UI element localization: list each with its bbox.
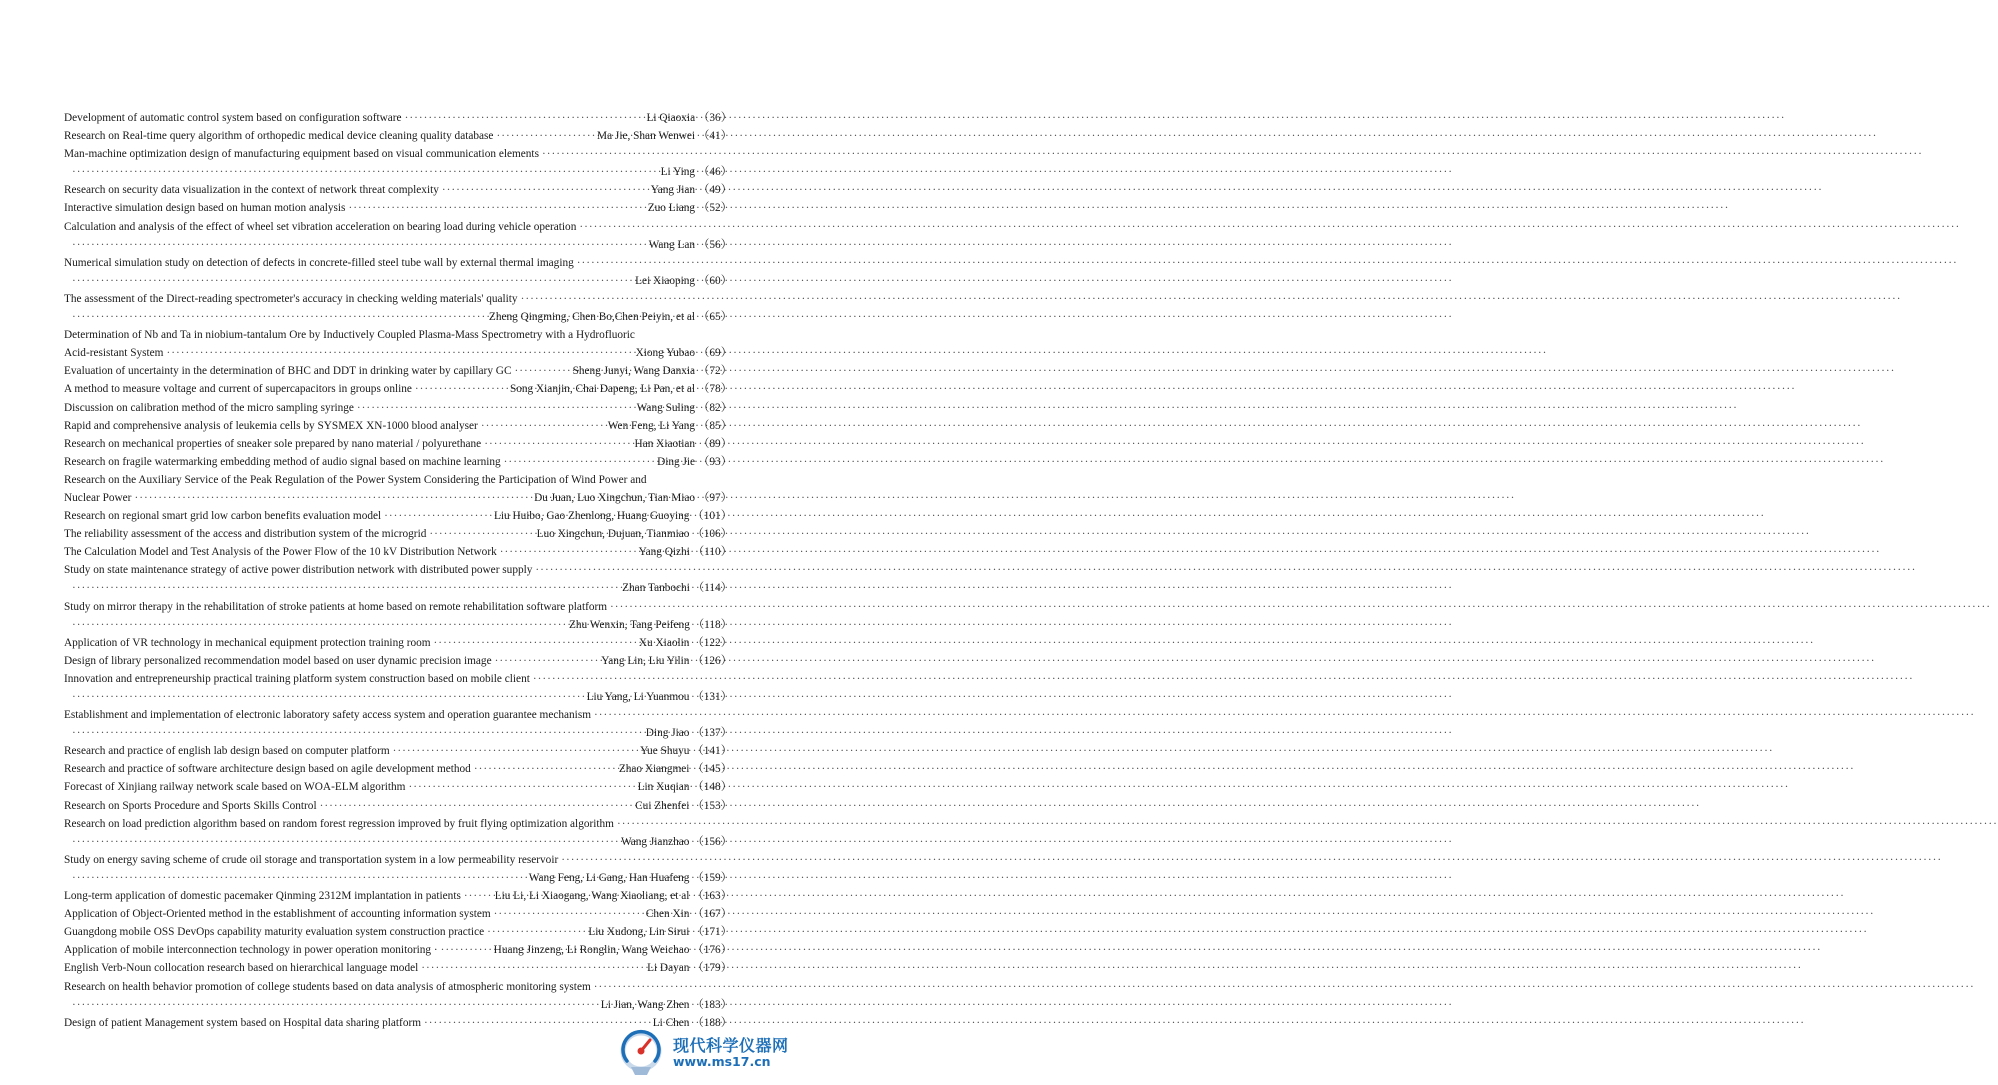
toc-entry-line: [64, 109, 732, 127]
toc-entry-line: [64, 236, 732, 254]
toc-entry-line: [64, 616, 732, 634]
leader-dots: [320, 797, 633, 815]
toc-entry[interactable]: [64, 362, 732, 380]
entry-title: Research on Real-time query algorithm of orthopedic medical device cleaning quality database: [64, 130, 494, 143]
toc-entry-line: [64, 815, 732, 833]
toc-entry[interactable]: [64, 652, 732, 670]
entry-title: Application of mobile interconnection technology in power operation monitoring ·: [64, 944, 438, 957]
entry-page: （ 46 ）: [698, 163, 732, 181]
toc-entry-line: [64, 145, 732, 163]
toc-entry[interactable]: [64, 507, 732, 525]
leader-dots: [72, 869, 526, 887]
entry-authors: Zheng Qingming, Chen Bo,Chen Peiyin, et al: [488, 311, 696, 324]
watermark-name: 现代科学仪器网: [673, 1035, 789, 1055]
entry-authors: Liu Xudong, Lin Sirui: [588, 926, 690, 939]
entry-page: （ 89 ）: [698, 435, 732, 453]
leader-dots: [561, 851, 729, 869]
entry-title: Application of VR technology in mechanical equipment protection training room: [64, 636, 431, 649]
toc-entry[interactable]: [64, 760, 732, 778]
entry-page: （ 137 ）: [692, 724, 732, 742]
toc-entry[interactable]: [64, 218, 732, 254]
entry-page: （ 65 ）: [698, 308, 732, 326]
site-watermark: [617, 1027, 792, 1079]
leader-dots: [441, 941, 491, 959]
toc-entry[interactable]: [64, 905, 732, 923]
toc-entry[interactable]: [64, 959, 732, 977]
entry-title: Rapid and comprehensive analysis of leukemia cells by SYSMEX XN-1000 blood analyser: [64, 419, 478, 432]
toc-entry[interactable]: [64, 181, 732, 199]
toc-entry[interactable]: [64, 399, 732, 417]
entry-authors: Cui Zhenfei: [635, 799, 690, 812]
entry-title: Development of automatic control system based on configuration software: [64, 112, 402, 124]
entry-title: Man-machine optimization design of manufacturing equipment based on visual communication elements: [64, 148, 539, 161]
entry-authors: Wen Feng, Li Yang: [607, 419, 696, 432]
entry-title: Design of library personalized recommendation model based on user dynamic precision image: [64, 654, 492, 667]
entry-title: Research and practice of software architecture design based on agile development method: [64, 763, 471, 776]
entry-authors: Ding Jie: [657, 455, 696, 468]
leader-dots: [72, 724, 643, 742]
leader-dots: [504, 453, 654, 471]
entry-authors: Xiong Yubao: [635, 347, 696, 360]
toc-entry-line: [64, 218, 732, 236]
toc-entry-line: [64, 344, 732, 362]
toc-entry[interactable]: [64, 109, 732, 127]
entry-page: （ 126 ）: [692, 652, 732, 670]
entry-title: Application of Object-Oriented method in the establishment of accounting information system: [64, 908, 491, 921]
leader-dots: [533, 670, 729, 688]
entry-authors: Li Jian, Wang Zhen: [600, 998, 690, 1011]
entry-title: Study on state maintenance strategy of active power distribution network with distributed power supply: [64, 564, 533, 577]
toc-entry-line: [64, 978, 732, 996]
toc-entry-line: [64, 833, 732, 851]
entry-authors: Liu Li, Li Xiaogang, Wang Xiaoliang, et al: [494, 890, 690, 903]
entry-page: （ 36 ）: [698, 109, 732, 127]
entry-authors: Wang Lan: [648, 238, 696, 251]
entry-authors: Chen Xin: [645, 908, 690, 921]
toc-entry-line: [64, 887, 732, 905]
entry-page: （ 183 ）: [692, 996, 732, 1014]
toc-entry[interactable]: [64, 145, 732, 181]
leader-dots: [594, 978, 729, 996]
toc-entry-line: [64, 290, 732, 308]
toc-entry[interactable]: [64, 978, 732, 1014]
leader-dots: [72, 579, 619, 597]
watermark-url: www.ms17.cn: [673, 1054, 771, 1069]
toc-entry-line: [64, 435, 732, 453]
leader-dots: [579, 218, 729, 236]
entry-title: Determination of Nb and Ta in niobium-tantalum Ore by Inductively Coupled Plasma-Mass Spectrometry with a Hydrofluoric: [64, 329, 635, 342]
entry-title: Research and practice of english lab design based on computer platform: [64, 745, 390, 758]
entry-title: English Verb-Noun collocation research based on hierarchical language model: [64, 962, 419, 975]
entry-authors: Du Juan, Luo Xingchun, Tian Miao: [534, 491, 696, 504]
toc-entry[interactable]: [64, 742, 732, 760]
leader-dots: [429, 525, 533, 543]
toc-entry[interactable]: [64, 417, 732, 435]
toc-entry-line: [64, 308, 732, 326]
toc-entry-line: [64, 851, 732, 869]
toc-entry-line: [64, 742, 732, 760]
entry-title: The reliability assessment of the access and distribution system of the microgrid: [64, 528, 427, 541]
toc-entry-line: [64, 923, 732, 941]
entry-title: Study on mirror therapy in the rehabilitation of stroke patients at home based on remote rehabilitation software platform: [64, 600, 608, 613]
toc-entry-line: [64, 760, 732, 778]
entry-title: Design of patient Management system based on Hospital data sharing platform: [64, 1016, 422, 1029]
entry-page: （ 106 ）: [692, 525, 732, 543]
entry-authors: Yue Shuyu: [640, 745, 690, 758]
gauge-logo-icon: [617, 1027, 669, 1079]
entry-authors: Xu Xiaolin: [638, 636, 690, 649]
leader-dots: [134, 489, 531, 507]
leader-dots: [521, 290, 729, 308]
toc-entry-line: [64, 417, 732, 435]
entry-title: Discussion on calibration method of the micro sampling syringe: [64, 401, 354, 414]
leader-dots: [384, 507, 491, 525]
toc-entry-line: [64, 525, 732, 543]
toc-entry[interactable]: [64, 471, 732, 507]
entry-authors: Han Xiaotian: [634, 437, 696, 450]
toc-entry-line: [64, 471, 732, 489]
entry-authors: Lin Xuqian: [637, 781, 690, 794]
toc-entry-line: [64, 489, 732, 507]
toc-entry-line: [64, 797, 732, 815]
entry-authors: Yang Lin, Liu Yilin: [601, 654, 690, 667]
toc-entry-line: [64, 453, 732, 471]
leader-dots: [348, 199, 644, 217]
entry-authors: Li Ying: [660, 166, 696, 179]
entry-title: Forecast of Xinjiang railway network scale based on WOA-ELM algorithm: [64, 781, 406, 794]
entry-title: Research on fragile watermarking embedding method of audio signal based on machine learning: [64, 455, 501, 468]
toc-entry-line: [64, 579, 732, 597]
entry-page: （ 159 ）: [692, 869, 732, 887]
toc-entry[interactable]: [64, 127, 732, 145]
entry-authors: Zuo Liang: [647, 202, 696, 215]
toc-entry[interactable]: [64, 543, 732, 561]
entry-authors: Zhu Wenxin, Tang Peifeng: [568, 618, 690, 631]
toc-entry-line: [64, 869, 732, 887]
entry-authors: Wang Feng, Li Gang, Han Huafeng: [528, 871, 690, 884]
entry-page: （ 82 ）: [698, 399, 732, 417]
toc-entry-line: [64, 163, 732, 181]
toc-entry-line: [64, 380, 732, 398]
leader-dots: [421, 959, 644, 977]
toc-entry-line: [64, 652, 732, 670]
entry-authors: Li Chen: [652, 1016, 690, 1029]
entry-page: （ 171 ）: [692, 923, 732, 941]
entry-title: Research on mechanical properties of sneaker sole prepared by nano material / polyurethane: [64, 437, 482, 450]
entry-page: （ 78 ）: [698, 380, 732, 398]
entry-title-continued: Acid-resistant System: [64, 347, 164, 360]
entry-page: （ 131 ）: [692, 688, 732, 706]
entry-page: （ 49 ）: [698, 181, 732, 199]
entry-title: Establishment and implementation of electronic laboratory safety access system and operation guarantee mechanism: [64, 709, 592, 722]
toc-entry[interactable]: [64, 815, 732, 851]
leader-dots: [393, 742, 638, 760]
entry-page: （ 69 ）: [698, 344, 732, 362]
leader-dots: [72, 272, 632, 290]
toc-entry[interactable]: [64, 453, 732, 471]
entry-page: （ 167 ）: [692, 905, 732, 923]
table-of-contents: [64, 109, 732, 1032]
entry-title: Study on energy saving scheme of crude oil storage and transportation system in a low permeability reservoir: [64, 853, 559, 866]
entry-page: （ 118 ）: [693, 616, 732, 634]
toc-entry[interactable]: [64, 851, 732, 887]
entry-page: （ 56 ）: [698, 236, 732, 254]
toc-entry-line: [64, 724, 732, 742]
leader-dots: [481, 417, 605, 435]
entry-title: The Calculation Model and Test Analysis of the Power Flow of the 10 kV Distribution Network: [64, 546, 497, 559]
toc-entry[interactable]: [64, 561, 732, 597]
entry-title-continued: Nuclear Power: [64, 491, 132, 504]
toc-entry[interactable]: [64, 290, 732, 326]
entry-title: Research on Sports Procedure and Sports Skills Control: [64, 799, 317, 812]
toc-entry[interactable]: [64, 598, 732, 634]
leader-dots: [594, 706, 729, 724]
toc-entry[interactable]: [64, 199, 732, 217]
entry-title: A method to measure voltage and current of supercapacitors in groups online: [64, 383, 412, 396]
leader-dots: [72, 308, 486, 326]
entry-authors: Wang Suling: [636, 401, 696, 414]
leader-dots: [72, 616, 566, 634]
entry-page: （ 85 ）: [698, 417, 732, 435]
toc-entry-line: [64, 941, 732, 959]
entry-authors: Yang Qizhi: [638, 546, 690, 559]
leader-dots: [617, 815, 729, 833]
leader-dots: [166, 344, 632, 362]
entry-authors: Yang Jian: [650, 184, 696, 197]
leader-dots: [408, 778, 634, 796]
entry-authors: Liu Yang, Li Yuanmou: [586, 691, 690, 703]
toc-entry-line: [64, 670, 732, 688]
entry-page: （ 148 ）: [692, 778, 732, 796]
entry-authors: Luo Xingchun, Dujuan, Tianmiao: [536, 528, 690, 541]
leader-dots: [72, 996, 598, 1014]
leader-dots: [415, 380, 507, 398]
toc-entry-line: [64, 561, 732, 579]
leader-dots: [474, 760, 616, 778]
leader-dots: [535, 561, 729, 579]
entry-page: （ 163 ）: [692, 887, 732, 905]
toc-entry-line: [64, 127, 732, 145]
toc-entry[interactable]: [64, 941, 732, 959]
toc-entry[interactable]: [64, 923, 732, 941]
entry-page: （ 72 ）: [698, 362, 732, 380]
entry-page: （ 114 ）: [693, 579, 732, 597]
leader-dots: [72, 236, 646, 254]
entry-title: Research on load prediction algorithm based on random forest regression improved by fruit flying optimization algorithm: [64, 817, 614, 830]
leader-dots: [72, 163, 658, 181]
leader-dots: [610, 598, 729, 616]
leader-dots: [484, 435, 631, 453]
toc-entry-line: [64, 543, 732, 561]
entry-page: （ 156 ）: [692, 833, 732, 851]
leader-dots: [577, 254, 729, 272]
entry-title: Numerical simulation study on detection of defects in concrete-filled steel tube wall by external thermal imaging: [64, 256, 574, 269]
leader-dots: [495, 652, 599, 670]
leader-dots: [542, 145, 729, 163]
toc-entry-line: [64, 272, 732, 290]
entry-page: （ 141 ）: [692, 742, 732, 760]
entry-title: Evaluation of uncertainty in the determination of BHC and DDT in drinking water by capillary GC: [64, 365, 512, 378]
toc-entry[interactable]: [64, 706, 732, 742]
toc-entry[interactable]: [64, 380, 732, 398]
entry-title: Guangdong mobile OSS DevOps capability maturity evaluation system construction practice: [64, 926, 485, 939]
entry-authors: Sheng Junyi, Wang Danxia: [572, 365, 696, 378]
entry-authors: Ding Jiao: [645, 727, 690, 740]
toc-entry[interactable]: [64, 435, 732, 453]
entry-title: Research on security data visualization in the context of network threat complexity: [64, 184, 439, 197]
toc-entry[interactable]: [64, 634, 732, 652]
entry-title: Interactive simulation design based on human motion analysis: [64, 202, 346, 215]
entry-page: （ 60 ）: [698, 272, 732, 290]
leader-dots: [357, 399, 634, 417]
leader-dots: [496, 127, 594, 145]
leader-dots: [72, 688, 584, 706]
leader-dots: [487, 923, 585, 941]
entry-authors: Li Dayan: [647, 962, 690, 975]
toc-entry-line: [64, 507, 732, 525]
toc-entry[interactable]: [64, 326, 732, 362]
entry-title: Research on health behavior promotion of college students based on data analysis of atmospheric monitoring system: [64, 980, 591, 993]
toc-entry-line: [64, 362, 732, 380]
entry-page: （ 93 ）: [698, 453, 732, 471]
entry-authors: Li Qiaoxia: [646, 112, 696, 124]
toc-entry-line: [64, 326, 732, 344]
toc-entry-line: [64, 254, 732, 272]
leader-dots: [500, 543, 636, 561]
toc-entry-line: [64, 688, 732, 706]
leader-dots: [514, 362, 569, 380]
entry-page: （ 145 ）: [692, 760, 732, 778]
entry-title: Research on regional smart grid low carbon benefits evaluation model: [64, 510, 382, 523]
entry-authors: Zhao Xiangmei: [618, 763, 690, 776]
entry-authors: Song Xianjin, Chai Dapeng, Li Pan, et al: [509, 383, 696, 396]
entry-title: Long-term application of domestic pacemaker Qinming 2312M implantation in patients: [64, 890, 461, 903]
entry-page: （ 122 ）: [692, 634, 732, 652]
toc-entry[interactable]: [64, 525, 732, 543]
toc-entry-line: [64, 778, 732, 796]
leader-dots: [424, 1014, 650, 1032]
leader-dots: [494, 905, 643, 923]
toc-entry-line: [64, 199, 732, 217]
leader-dots: [434, 634, 636, 652]
entry-title: Innovation and entrepreneurship practical training platform system construction based on mobile client: [64, 672, 530, 685]
leader-dots: [72, 833, 618, 851]
leader-dots: [464, 887, 492, 905]
entry-page: （ 41 ）: [698, 127, 732, 145]
toc-entry-line: [64, 181, 732, 199]
entry-title: Calculation and analysis of the effect of wheel set vibration acceleration on bearing load during vehicle operation: [64, 220, 577, 233]
toc-entry-line: [64, 634, 732, 652]
entry-page: （ 97 ）: [698, 489, 732, 507]
entry-page: （ 179 ）: [692, 959, 732, 977]
leader-dots: [405, 109, 644, 127]
entry-page: （ 176 ）: [692, 941, 732, 959]
toc-entry[interactable]: [64, 887, 732, 905]
entry-authors: Zhan Tanbochi: [622, 582, 690, 595]
entry-title: Research on the Auxiliary Service of the Peak Regulation of the Power System Considering the Participation of Wind Power and: [64, 473, 647, 486]
toc-entry[interactable]: [64, 670, 732, 706]
entry-authors: Ma Jie, Shan Wenwei: [597, 130, 696, 143]
entry-authors: Wang Jianzhao: [621, 835, 690, 848]
toc-entry[interactable]: [64, 778, 732, 796]
toc-entry[interactable]: [64, 797, 732, 815]
entry-page: （ 52 ）: [698, 199, 732, 217]
entry-page: （ 188 ）: [692, 1014, 732, 1032]
toc-entry-line: [64, 706, 732, 724]
toc-entry-line: [64, 996, 732, 1014]
toc-entry-line: [64, 905, 732, 923]
entry-page: （ 110 ）: [693, 543, 732, 561]
toc-entry-line: [64, 959, 732, 977]
toc-entry-line: [64, 399, 732, 417]
entry-authors: Lei Xiaoping: [635, 274, 696, 287]
entry-authors: Liu Huibo, Gao Zhenlong, Huang Guoying: [493, 510, 690, 523]
entry-title: The assessment of the Direct-reading spectrometer's accuracy in checking welding materials' quality: [64, 292, 518, 305]
entry-page: （ 153 ）: [692, 797, 732, 815]
entry-authors: Huang Jinzeng, Li Ronglin, Wang Weichao: [493, 944, 690, 957]
entry-page: （ 101 ）: [692, 507, 732, 525]
toc-entry-line: [64, 598, 732, 616]
toc-entry[interactable]: [64, 254, 732, 290]
leader-dots: [442, 181, 648, 199]
